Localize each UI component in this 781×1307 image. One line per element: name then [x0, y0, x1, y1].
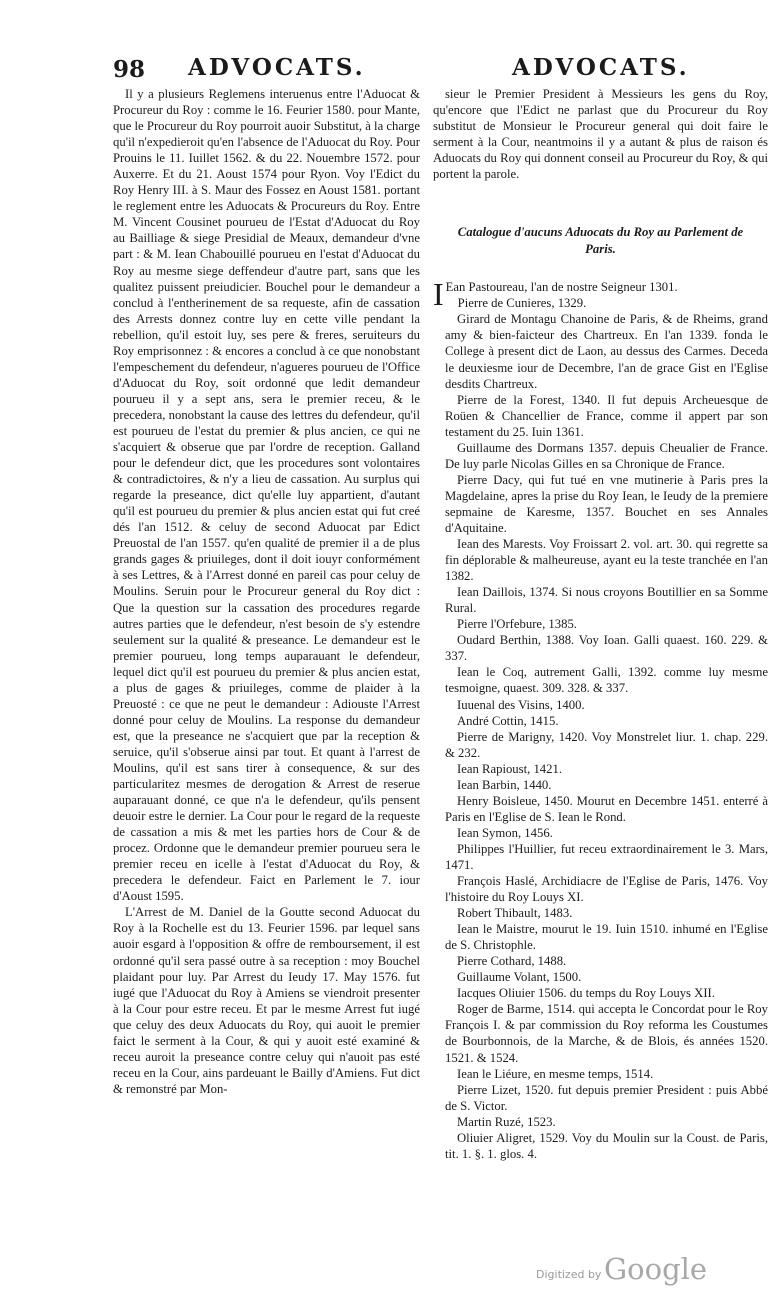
catalogue-entry: Philippes l'Huillier, fut receu extraordinairement le 3. Mars, 1471. — [445, 841, 768, 872]
catalogue-entry: Iean Rapioust, 1421. — [457, 761, 563, 776]
catalogue-entry: Pierre de la Forest, 1340. Il fut depuis Archeuesque de Roüen & Chancellier de France, comme il appert par son testament du 25. Iuin 1361. — [445, 392, 768, 439]
catalogue-entry: Guillaume Volant, 1500. — [457, 970, 582, 985]
catalogue-entry: Girard de Montagu Chanoine de Paris, & de Rheims, grand amy & bien-faicteur des Chartreux. En l'an 1339. fonda le College à present dict de Laon, au dessus des Carmes. Deceda le deuxiesme iour de Decembre, l'an de grace Gist en l'Eglise desdits Chartreux. — [445, 312, 768, 391]
catalogue-entry: Oliuier Aligret, 1529. Voy du Moulin sur la Coust. de Paris, tit. 1. §. 1. glos. 4. — [445, 1130, 768, 1161]
catalogue-entry-text: Ean Pastoureau, l'an de nostre Seigneur 1301. — [445, 280, 678, 295]
right-column — [433, 86, 768, 1162]
digitized-by-watermark — [536, 1252, 748, 1294]
catalogue-entry: Iean le Liéure, en mesme temps, 1514. — [457, 1066, 654, 1081]
catalogue-entry: Pierre Cothard, 1488. — [457, 954, 567, 969]
catalogue-entry: François Haslé, Archidiacre de l'Eglise de Paris, 1476. Voy l'histoire du Roy Louys XI. — [445, 874, 768, 905]
right-continuation: sieur le Premier President à Messieurs les gens du Roy, qu'encore que l'Edict ne parlast que du Procureur du Roy substitut de Monsieur le Procureur general qui doit faire le serment à la Cour, neantmoins il y a autant & plus de raison és Aduocats du Roy qui donnent conseil au Procureur du Roy, & qui portent la parole. — [433, 87, 768, 182]
page-number: 98 — [113, 56, 146, 83]
catalogue-entry: Martin Ruzé, 1523. — [457, 1114, 556, 1129]
google-logo: Google — [604, 1252, 708, 1286]
catalogue-entry: Iean le Maistre, mourut le 19. Iuin 1510. inhumé en l'Eglise de S. Christophle. — [445, 922, 768, 953]
catalogue-entry: Pierre Lizet, 1520. fut depuis premier President : puis Abbé de S. Victor. — [445, 1082, 768, 1113]
catalogue-entry: Pierre de Marigny, 1420. Voy Monstrelet liur. 1. chap. 229. & 232. — [445, 729, 768, 760]
catalogue-entry: Henry Boisleue, 1450. Mourut en Decembre 1451. enterré à Paris en l'Eglise de S. Iean le Rond. — [445, 793, 768, 824]
catalogue-entry: Iean Daillois, 1374. Si nous croyons Boutillier en sa Somme Rural. — [445, 585, 768, 616]
catalogue-entry: Pierre Dacy, qui fut tué en vne mutinerie à Paris pres la Magdelaine, apres la prise du Roy Iean, le Ieudy de la premiere sepmaine de Karesme, 1357. Bouchet en ses Annales d'Aquitaine. — [445, 472, 768, 535]
catalogue-entry: Guillaume des Dormans 1357. depuis Cheualier de France. De luy parle Nicolas Gilles en sa Chronique de France. — [445, 440, 768, 471]
catalogue-entry: Iacques Oliuier 1506. du temps du Roy Louys XII. — [457, 986, 715, 1001]
running-header-left: ADVOCATS. — [188, 54, 366, 81]
catalogue-entry: Iean le Coq, autrement Galli, 1392. comme luy mesme tesmoigne, quaest. 309. 328. & 337. — [445, 665, 768, 696]
catalogue-entry: Pierre de Cunieres, 1329. — [457, 296, 587, 311]
left-column — [113, 86, 420, 1097]
catalogue-entry: Iuuenal des Visins, 1400. — [457, 697, 585, 712]
left-paragraph-1: Il y a plusieurs Reglemens interuenus entre l'Aduocat & Procureur du Roy : comme le 16. Feurier 1580. pour Mante, que le Procureur du Roy pourroit auoir Substitut, à la charge qu'il n'expedieroit qu'en l'absence de l'Aduocat du Roy. Pour Prouins le 11. Iuillet 1562. & du 22. Nouembre 1572. pour Auxerre. Et du 21. Aoust 1574 pour Ryon. Voy l'Edict du Roy Henry III. à S. Maur des Fossez en Aoust 1581. portant le reglement entre les Aduocats & Procureurs du Roy. Entre M. Vincent Cousinet pourueu de l'Estat d'Aduocat du Roy au Bailliage & siege Presidial de Meaux, demandeur d'vne part : & M. Iean Chabouillé pourueu en l'estat d'Aduocat du Roy au mesme siege deffendeur d'autre part, sans que les qualitez puissent preiudicier. Bouchel pour le demandeur a conclud à l'entherinement de sa requeste, afin de cassation des Arrests donnez contre luy en cette ville pendant la rebellion, qu'il estoit luy, ses pere & freres, seruiteurs du Roy emprisonnez : & encores a conclud à ce que nonobstant l'empeschement du defendeur, n'agueres pourueu de l'Office d'Aduocat du Roy, soit ordonné que ledit demandeur pourueu il y a sept ans, sera le premier receu, & le precedera, nonobstant la cause des lettres du defendeur, qu'il est pourueu de l'estat du premier & plus ancien, ce qui ne s'acquiert & obserue que par l'ordre de reception. Galland pour le defendeur dict, que les procedures sont volontaires & contradictoires, & n'y a lieu de cassation. Au surplus qui regarde la preseance, dict qu'elle luy appartient, d'autant qu'il est pourueu du premier & plus ancien estat qui fut creé dés l'an 1512. & celuy de second Aduocat par Edict Preuostal de l'an 1557. qu'en qualité de premier il a de plus grands gages & priuileges, dont il doit iouyr conformément à ses Lettres, & à l'Arrest donné en pareil cas pour celuy de Moulins. Seruin pour le Procureur general du Roy dict : Que la question sur la cassation des procedures regarde autres parties que le defendeur, n'est besoin de s'y estendre seulement sur la qualité & preseance. Le demandeur est le premier pourueu, long temps auparauant le defendeur, lequel dict qu'il est pourueu du premier & plus ancien estat, a plus de gages & priuileges, comme de plaider à la Preuosté : ce que ne peut le demandeur : Adiouste l'Arrest donné pour celuy de Moulins. La response du demandeur est, que la preseance ne s'acquiert que par la reception & seruice, qu'il s'obserue ainsi par tout. Et quant à l'arrest de Moulins, qu'il est sans tirer à consequence, & sur des particularitez mesmes de derogation & Arrest de reserue auparauant donné, ce que n'a le defendeur, qu'ils pensent deuoir estre le dernier. La Cour pour le regard de la requeste de cassation a mis & met les parties hors de Cour & de procez. Ordonne que le demandeur premier pourueu sera le premier receu en icelle à l'estat d'Aduocat du Roy, & precedera le defendeur. Faict en Parlement le 7. iour d'Aoust 1595. — [113, 87, 420, 904]
digitized-by-label: Digitized by — [536, 1268, 602, 1281]
running-header-right: ADVOCATS. — [512, 54, 690, 81]
catalogue-entry: André Cottin, 1415. — [457, 713, 559, 728]
catalogue-list — [433, 276, 768, 1162]
catalogue-entry: Roger de Barme, 1514. qui accepta le Concordat pour le Roy François I. & par commission du Roy reforma les Coustumes de Bourbonnois, de la Marche, & de Blois, és années 1520. 1521. & 1524. — [445, 1002, 768, 1065]
catalogue-entry: Oudard Berthin, 1388. Voy Ioan. Galli quaest. 160. 229. & 337. — [445, 633, 768, 664]
catalogue-entry: Iean des Marests. Voy Froissart 2. vol. art. 30. qui regrette sa fin déplorable & malheureuse, ayant eu la teste tranchée en l'an 1382. — [445, 537, 768, 584]
catalogue-entry: Iean Symon, 1456. — [457, 825, 553, 840]
catalogue-entry: Robert Thibault, 1483. — [457, 906, 573, 921]
catalogue-entry: Iean Barbin, 1440. — [457, 777, 552, 792]
left-paragraph-2: L'Arrest de M. Daniel de la Goutte second Aduocat du Roy à la Rochelle est du 13. Feurier 1596. par lequel sans auoir esgard à l'opposition & offre de remboursement, il est ordonné qu'il sera passé outre à sa reception : moy Bouchel plaidant pour luy. Par Arrest du Ieudy 17. May 1576. fut iugé que l'Aduocat du Roy à Amiens se viendroit presenter à la Cour pour estre receu. Et par le mesme Arrest fut iugé que celuy des deux Aduocats du Roy, qui auoit le premier faict le serment à la Cour, & qui y auoit esté examiné & receu auroit la preseance contre celuy qui n'auoit pas esté receu en la Cour, ains pardeuant le Bailly d'Amiens. Fut dict & remonstré par Mon- — [113, 905, 420, 1096]
drop-cap: I — [433, 276, 444, 313]
catalogue-title: Catalogue d'aucuns Aduocats du Roy au Parlement de Paris. — [457, 225, 744, 256]
catalogue-entry: Pierre l'Orfebure, 1385. — [457, 617, 577, 632]
